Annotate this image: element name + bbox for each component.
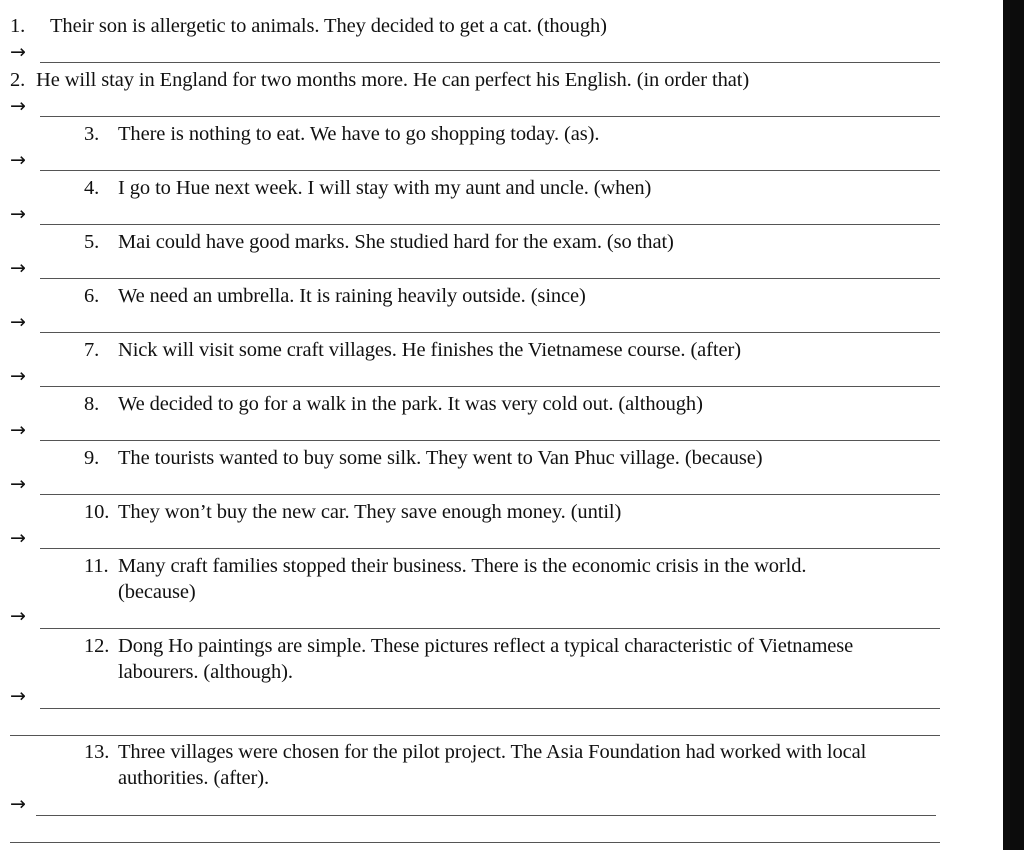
exercise-item-7	[84, 338, 741, 362]
answer-arrow-icon: →	[10, 311, 26, 333]
answer-arrow-icon: →	[10, 685, 26, 707]
answer-arrow-icon: →	[10, 41, 26, 63]
item-text-continued: authorities. (after).	[118, 767, 270, 789]
item-number: 11.	[84, 555, 109, 577]
answer-line[interactable]	[40, 494, 940, 495]
item-text: Mai could have good marks. She studied hard for the exam. (so that)	[118, 231, 674, 253]
item-number: 2.	[10, 69, 26, 91]
exercise-item-8	[84, 392, 703, 416]
answer-arrow-icon: →	[10, 95, 26, 117]
item-number: 4.	[84, 177, 100, 199]
exercise-item-2	[10, 68, 749, 92]
item-number: 8.	[84, 393, 100, 415]
answer-arrow-icon: →	[10, 149, 26, 171]
answer-arrow-icon: →	[10, 419, 26, 441]
exercise-item-12	[84, 634, 853, 658]
item-number: 1.	[10, 15, 26, 37]
answer-line[interactable]	[40, 708, 940, 709]
right-edge-shadow	[1003, 0, 1024, 850]
item-number: 7.	[84, 339, 100, 361]
item-text: He will stay in England for two months more. He can perfect his English. (in order that)	[36, 69, 750, 91]
item-text: Many craft families stopped their business. There is the economic crisis in the world.	[118, 555, 807, 577]
answer-line[interactable]	[40, 628, 940, 629]
item-text: We need an umbrella. It is raining heavily outside. (since)	[118, 285, 586, 307]
item-number: 3.	[84, 123, 100, 145]
item-text-continued: (because)	[118, 581, 196, 603]
answer-line[interactable]	[40, 62, 940, 63]
item-text-continued: labourers. (although).	[118, 661, 293, 683]
answer-line[interactable]	[40, 278, 940, 279]
exercise-item-13-continuation	[118, 766, 269, 790]
answer-line-extra[interactable]	[10, 735, 940, 736]
answer-line[interactable]	[40, 116, 940, 117]
exercise-item-3	[84, 122, 599, 146]
exercise-item-11-continuation	[118, 580, 196, 604]
answer-arrow-icon: →	[10, 365, 26, 387]
item-number: 9.	[84, 447, 100, 469]
answer-line[interactable]	[40, 440, 940, 441]
exercise-item-9	[84, 446, 762, 470]
item-text: I go to Hue next week. I will stay with my aunt and uncle. (when)	[118, 177, 652, 199]
item-text: The tourists wanted to buy some silk. They went to Van Phuc village. (because)	[118, 447, 763, 469]
answer-arrow-icon: →	[10, 793, 26, 815]
answer-line[interactable]	[36, 815, 936, 816]
answer-line-extra[interactable]	[10, 842, 940, 843]
exercise-item-13	[84, 740, 866, 764]
answer-line[interactable]	[40, 224, 940, 225]
item-text: They won’t buy the new car. They save enough money. (until)	[118, 501, 622, 523]
exercise-item-6	[84, 284, 586, 308]
exercise-item-4	[84, 176, 651, 200]
item-number: 5.	[84, 231, 100, 253]
item-text: We decided to go for a walk in the park. It was very cold out. (although)	[118, 393, 703, 415]
answer-line[interactable]	[40, 386, 940, 387]
exercise-item-12-continuation	[118, 660, 293, 684]
answer-line[interactable]	[40, 170, 940, 171]
answer-arrow-icon: →	[10, 203, 26, 225]
answer-line[interactable]	[40, 332, 940, 333]
answer-line[interactable]	[40, 548, 940, 549]
item-text: Dong Ho paintings are simple. These pictures reflect a typical characteristic of Vietnamese	[118, 635, 854, 657]
exercise-item-1	[10, 14, 607, 38]
exercise-item-5	[84, 230, 674, 254]
item-text: Nick will visit some craft villages. He finishes the Vietnamese course. (after)	[118, 339, 741, 361]
item-text: Three villages were chosen for the pilot project. The Asia Foundation had worked with local	[118, 741, 867, 763]
answer-arrow-icon: →	[10, 527, 26, 549]
exercise-item-10	[84, 500, 621, 524]
item-text: There is nothing to eat. We have to go shopping today. (as).	[118, 123, 600, 145]
answer-arrow-icon: →	[10, 257, 26, 279]
exercise-item-11	[84, 554, 806, 578]
item-number: 13.	[84, 741, 110, 763]
item-text: Their son is allergetic to animals. They decided to get a cat. (though)	[50, 15, 607, 37]
answer-arrow-icon: →	[10, 605, 26, 627]
item-number: 12.	[84, 635, 110, 657]
item-number: 6.	[84, 285, 100, 307]
item-number: 10.	[84, 501, 110, 523]
answer-arrow-icon: →	[10, 473, 26, 495]
